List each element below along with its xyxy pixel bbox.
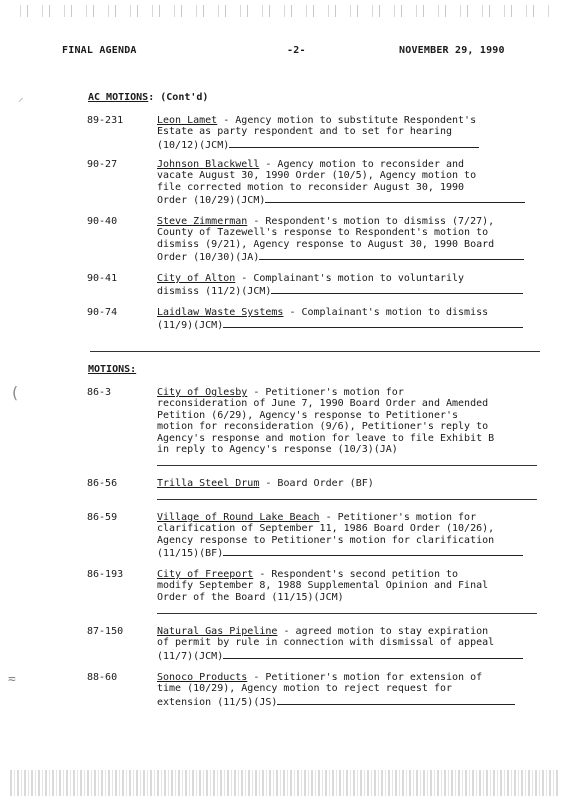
- party-name: City of Freeport: [157, 569, 254, 580]
- scan-noise-top: [14, 5, 554, 17]
- entry-text: Trilla Steel Drum - Board Order (BF): [157, 478, 374, 489]
- margin-mark-icon: ≂: [8, 672, 16, 687]
- page-header: [62, 45, 522, 59]
- header-title: FINAL AGENDA: [62, 45, 137, 56]
- case-number: 87-150: [87, 626, 124, 637]
- entry-divider: [157, 499, 537, 500]
- case-number: 86-59: [87, 512, 118, 523]
- party-name: Trilla Steel Drum: [157, 478, 260, 489]
- margin-mark-icon: (: [10, 383, 20, 402]
- margin-mark-icon: ⸝: [18, 91, 24, 104]
- party-name: Village of Round Lake Beach: [157, 512, 320, 523]
- entry-text: Sonoco Products - Petitioner's motion for extension of time (10/29), Agency motion to reject request for extension (11/5)(JS): [157, 672, 539, 708]
- entry-text: Johnson Blackwell - Agency motion to reconsider and vacate August 30, 1990 Order (10/5), Agency motion to file corrected motion to reconsider August 30, 1990 Order (10/29)(JCM): [157, 159, 539, 207]
- case-number: 89-231: [87, 115, 124, 126]
- party-name: Sonoco Products: [157, 672, 248, 683]
- party-name: Steve Zimmerman: [157, 216, 248, 227]
- entry-text: City of Oglesby - Petitioner's motion for reconsideration of June 7, 1990 Board Order and Amended Petition (6/29), Agency's response to Petitioner's motion for reconsideration (9/6), Petitioner's reply to Agency's response and motion for leave to file Exhibit B in reply to Agency's response (10/3)(JA): [157, 387, 495, 456]
- scan-noise-bottom: [10, 770, 558, 796]
- entry-divider: [157, 613, 537, 614]
- party-name: Laidlaw Waste Systems: [157, 307, 284, 318]
- header-page-number: -2-: [287, 45, 306, 56]
- party-name: City of Alton: [157, 273, 236, 284]
- section-title-motions: MOTIONS:: [88, 364, 137, 375]
- party-name: Natural Gas Pipeline: [157, 626, 278, 637]
- case-number: 90-41: [87, 273, 118, 284]
- entry-text: Natural Gas Pipeline - agreed motion to stay expiration of permit by rule in connection with dismissal of appeal (11/7)(JCM): [157, 626, 539, 662]
- entry-text: City of Freeport - Respondent's second petition to modify September 8, 1988 Supplemental Opinion and Final Order of the Board (11/15)(JCM): [157, 569, 489, 603]
- entry-divider: [157, 465, 537, 466]
- case-number: 90-27: [87, 159, 118, 170]
- party-name: Johnson Blackwell: [157, 159, 260, 170]
- entry-text: Laidlaw Waste Systems - Complainant's motion to dismiss (11/9)(JCM): [157, 307, 539, 332]
- entry-text: Steve Zimmerman - Respondent's motion to dismiss (7/27), County of Tazewell's response to Respondent's motion to dismiss (9/21), Agency response to August 30, 1990 Board Order (10/30)(JA): [157, 216, 539, 264]
- section-divider: [90, 351, 540, 352]
- party-name: City of Oglesby: [157, 387, 248, 398]
- party-name: Leon Lamet: [157, 115, 218, 126]
- section-title-ac-motions: AC MOTIONS: (Cont'd): [88, 92, 209, 103]
- case-number: 88-60: [87, 672, 118, 683]
- case-number: 86-3: [87, 387, 112, 398]
- case-number: 86-193: [87, 569, 124, 580]
- entry-text: Leon Lamet - Agency motion to substitute Respondent's Estate as party respondent and to set for hearing (10/12)(JCM): [157, 115, 539, 151]
- case-number: 90-40: [87, 216, 118, 227]
- entry-text: Village of Round Lake Beach - Petitioner's motion for clarification of September 11, 1986 Board Order (10/26), Agency response to Petitioner's motion for clarification (11/15)(BF): [157, 512, 539, 560]
- header-date: NOVEMBER 29, 1990: [399, 45, 505, 56]
- entry-text: City of Alton - Complainant's motion to voluntarily dismiss (11/2)(JCM): [157, 273, 539, 298]
- case-number: 90-74: [87, 307, 118, 318]
- case-number: 86-56: [87, 478, 118, 489]
